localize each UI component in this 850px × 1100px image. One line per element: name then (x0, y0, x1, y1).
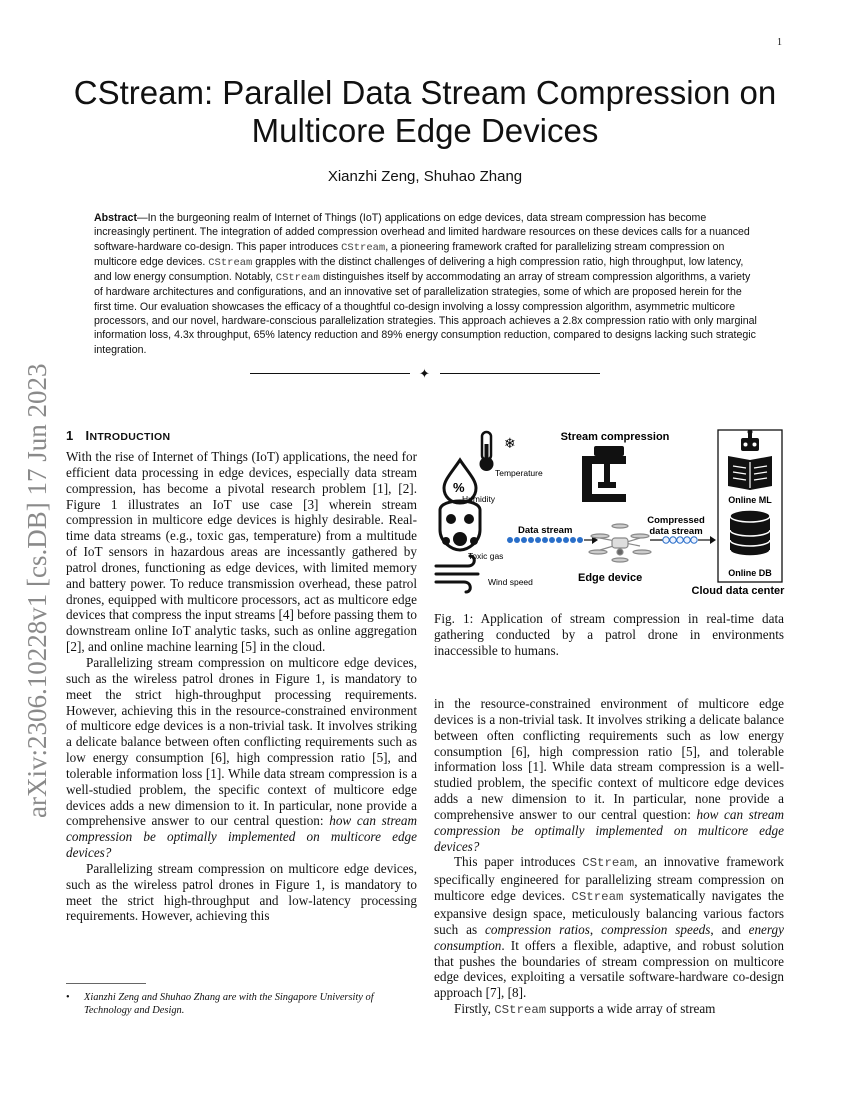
figure-1 (432, 426, 792, 601)
label-data-stream-2: data stream (649, 526, 703, 537)
section-number: 1 (66, 428, 74, 443)
abstract-code-1: CStream (341, 241, 386, 254)
abstract-text-2: , a pioneering framework crafted for parallelizing stream compression on multicore edge devices. (94, 240, 725, 268)
central-question: how can stream compression be optimally implemented on multicore edge devices? (66, 813, 417, 861)
paragraph-parallelizing-2: Parallelizing stream compression on multicore edge devices, such as the wireless patrol drones in Figure 1, is mandatory to meet the strict high-throughput and low-latency processing requirements. However, achieving this (66, 860, 417, 924)
label-wind-speed: Wind speed (488, 577, 533, 587)
authors: Xianzhi Zeng, Shuhao Zhang (327, 168, 523, 185)
compressed-arrowhead (710, 536, 716, 544)
data-stream-dots (507, 537, 583, 543)
text-part: , and (710, 921, 749, 937)
book-icon (728, 456, 772, 490)
code-cstream: CStream (582, 856, 635, 871)
text-part: systematically navigates the expansive design space, meticulously balancing various factors such as (434, 888, 784, 937)
paper-title: CStream: Parallel Data Stream Compression on Multicore Edge Devices (73, 74, 777, 149)
footnote-bullet: • (66, 992, 70, 1003)
footnote-text: Xianzhi Zeng and Shuhao Zhang are with the Singapore University of Technology and Design. (84, 992, 374, 1016)
paragraph-firstly (434, 1001, 784, 1019)
database-icon (730, 510, 770, 556)
abstract-text-1: —In the burgeoning realm of Internet of Things (IoT) applications on edge devices, data stream compression has become increasingly pertinent. The integration of added compression overhead and limited hardware resources on these devices calls for a nuanced software-hardware co-design. This paper introduces (94, 212, 750, 253)
label-cloud-data-center: Cloud data center (691, 585, 785, 597)
page-number: 1 (777, 37, 782, 48)
snowflake-icon: ❄ (504, 435, 516, 451)
label-edge-device: Edge device (578, 572, 643, 584)
label-humidity: Humidity (462, 494, 496, 504)
thermometer-icon (480, 432, 494, 471)
emphasis: compression speeds (601, 921, 711, 937)
abstract-label: Abstract (94, 212, 137, 224)
percent-glyph: % (453, 480, 465, 495)
right-column (434, 696, 784, 1019)
divider-line-left (250, 373, 410, 374)
label-stream-compression: Stream compression (560, 431, 670, 443)
paragraph-continued (434, 696, 784, 854)
paragraph-parallelizing (66, 655, 417, 861)
abstract (94, 211, 760, 357)
paragraph-introduces (434, 854, 784, 1001)
text-part: . It offers a flexible, adaptive, and robust solution that pushes the boundaries of stream compression on multicore edge devices, exploiting a versatile software-hardware co-design approach [7], [8]. (434, 937, 784, 1001)
left-column (66, 449, 417, 924)
section-title-initial: I (85, 428, 90, 443)
section-divider (250, 366, 600, 382)
label-temperature: Temperature (495, 468, 543, 478)
label-toxic-gas: Toxic gas (468, 551, 504, 561)
footnote-rule (66, 983, 146, 984)
section-title-rest: NTRODUCTION (89, 431, 171, 443)
label-online-ml: Online ML (728, 495, 772, 505)
emphasis: compression ratios (485, 921, 590, 937)
paragraph-text: Parallelizing stream compression on multicore edge devices, such as the wireless patrol drones in Figure 1, is mandatory to meet the strict high-throughput processing requirements. However, achieving this in the resource-constrained environment of multicore edge devices is a non-trivial task. It involves striking a delicate balance between often conflicting requirements such as low energy consumption [6], high compression ratio [5], and tolerable information loss [1]. While data stream compression is a well-studied problem, the specific context of multicore edge devices adds a new dimension to it. In particular, none provide a comprehensive answer to our central question: (66, 654, 417, 829)
gas-mask-icon (440, 501, 480, 550)
cloud-data-center-box (718, 430, 782, 582)
text-part: , an innovative framework specifically engineered for parallelizing stream compression on multicore edge devices. (434, 854, 784, 904)
text-part: , (589, 921, 602, 937)
robot-icon (741, 430, 759, 452)
divider-line-right (440, 373, 600, 374)
abstract-text-4: distinguishes itself by accommodating an array of stream compression algorithms, a variety of hardware architectures and configurations, and an innovative set of parallelization strategies, some of which are proposed herein for the first time. Our evaluation showcases the efficacy of a thoughtful co-design involving a lossy compression algorithm, asymmetric multicore processors, and our novel, hardware-conscious parallelization strategies. This approach achieves a 2.8x compression ratio with only marginal information loss, 4.3x throughput, 65% latency reduction and 89% energy consumption reduction, compared to designs lacking such strategic integration. (94, 271, 757, 356)
wind-icon (436, 556, 478, 592)
label-compressed: Compressed (647, 515, 705, 526)
drone-icon (589, 524, 651, 562)
label-data-stream: Data stream (518, 525, 573, 536)
abstract-code-2: CStream (208, 256, 253, 269)
text-part: This paper introduces (454, 854, 583, 870)
text-part: Firstly, (454, 1001, 495, 1017)
clamp-icon (582, 446, 626, 502)
footnote (66, 991, 418, 1017)
label-online-db: Online DB (728, 568, 772, 578)
text-part: supports a wide array of stream (546, 1001, 716, 1017)
figure-caption: Fig. 1: Application of stream compression in real-time data gathering conducted by a patrol drone in environments inaccessible to humans. (434, 611, 784, 658)
arxiv-stamp (18, 300, 54, 820)
paragraph-intro: With the rise of Internet of Things (IoT) applications, the need for efficient data processing in edge devices, especially data stream compression, has become a pivotal research problem [1], [2]. Figure 1 illustrates an IoT use case [3] wherein stream compression in multicore edge devices is highly desirable. Real-time data streams (e.g., toxic gas, temperature) from a multitude of IoT sensors in hazardous areas are incessantly gathered by patrol drones, functioning as edge devices, with limited memory and battery power. To reduce transmission overhead, these patrol drones, equipped with multicore processors, act as multicore edge devices that compress the input streams [4] before passing them to downstream online IoT analytic tasks, such as online aggregation [2], and online machine learning [5] in the cloud. (66, 449, 417, 655)
code-cstream: CStream (494, 1003, 547, 1018)
central-question: how can stream compression be optimally implemented on multicore edge devices? (434, 806, 784, 854)
divider-diamond-icon: ✦ (419, 366, 430, 381)
section-heading (66, 428, 170, 443)
code-cstream: CStream (571, 890, 624, 905)
abstract-text-3: grapples with the distinct challenges of delivering a high compression ratio, high throughput, low latency, and low energy consumption. Notably, (94, 255, 744, 284)
compressed-stream-dots (663, 537, 697, 543)
abstract-code-3: CStream (275, 272, 320, 285)
paragraph-text: in the resource-constrained environment of multicore edge devices is a non-trivial task. It involves striking a delicate balance between often conflicting requirements such as low energy consumption [6], high compression ratio [5], and tolerable information loss [1]. While data stream compression is a well-studied problem, the specific context of multicore edge devices adds a new dimension to it. In particular, none provide a comprehensive answer to our central question: (434, 696, 784, 822)
emphasis: energy consumption (434, 921, 784, 953)
arxiv-stamp-text: arXiv:2306.10228v1 [cs.DB] 17 Jun 2023 (22, 363, 52, 818)
